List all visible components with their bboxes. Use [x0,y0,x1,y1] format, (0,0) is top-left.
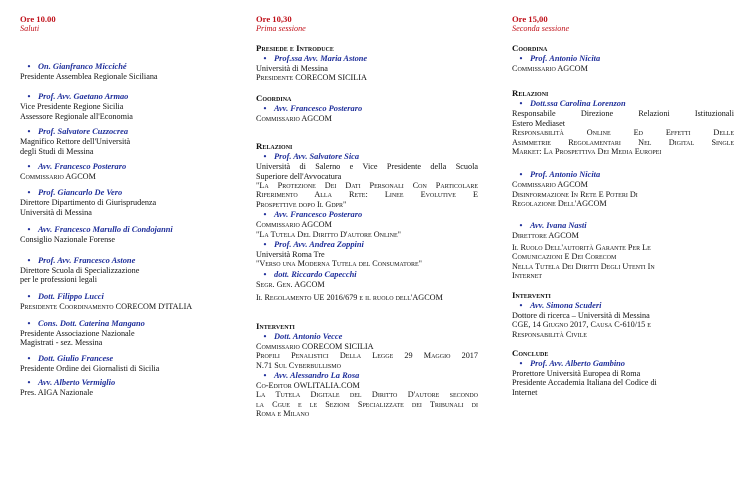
section-heading: Relazioni [512,88,549,99]
speaker-name: Avv. Francesco Marullo di Condojanni [38,225,173,235]
speaker-role: Segr. Gen. AGCOM [256,279,325,289]
bullet-icon: • [27,378,31,388]
speaker-name: Dott. Filippo Lucci [38,292,104,302]
speaker-entry [256,152,478,209]
speaker-role: Prorettore Università Europea di Roma [512,368,641,378]
speaker-name: Prof.ssa Avv. Maria Astone [274,54,368,63]
speaker-name: On. Gianfranco Micciché [38,62,127,71]
column-seconda-sessione [512,14,734,397]
talk-title: Responsabilità Online Ed Effetti Delle [512,128,734,138]
speaker-entry [20,92,238,121]
speaker-name: Prof. Avv. Francesco Astone [38,255,136,265]
speaker-name: Dott. Giulio Francese [38,353,114,363]
speaker-name: Prof. Salvatore Cuzzocrea [38,127,129,137]
speaker-role: Università di Salerno e Vice Presidente della Scuola [256,162,478,172]
speaker-role: per le professioni legali [20,275,98,285]
talk-title: Riferimento Alla Rete: Linee Evolutive E [256,190,478,200]
bullet-icon: • [263,240,267,250]
speaker-name: Prof. Avv. Alberto Gambino [530,358,625,368]
section-heading: Relazioni [256,141,293,152]
speaker-entry [20,354,238,373]
bullet-icon: • [519,99,523,109]
speaker-entry [256,210,478,239]
speaker-entry [256,270,478,303]
speaker-name: Prof. Antonio Nicita [530,54,601,63]
speaker-name: Avv. Francesco Posteraro [38,162,127,172]
bullet-icon: • [27,225,31,235]
speaker-role: Università di Messina [20,207,92,217]
speaker-name: Prof. Avv. Andrea Zoppini [274,240,364,250]
speaker-entry [512,99,734,156]
speaker-role: Superiore dell'Avvocatura [256,171,342,181]
speaker-name: Avv. Alessandro La Rosa [274,370,360,380]
talk-title: N.71 Sul Cyberbullismo [256,360,341,370]
speaker-name: Avv. Ivana Nasti [530,220,587,230]
bullet-icon: • [263,331,267,341]
section-heading: Conclude [512,347,549,358]
talk-title: Prospettive dopo Il Gdpr" [256,199,347,209]
speaker-role: Presidente Accademia Italiana del Codice di [512,378,657,388]
bullet-icon: • [27,188,31,198]
speaker-role: Dottore di ricerca – Università di Messina [512,310,650,320]
speaker-entry [20,127,238,156]
speaker-entry [20,378,238,397]
speaker-role: Commissario AGCOM [512,64,588,73]
bullet-icon: • [519,170,523,180]
talk-title: Asimmetrie Regolamentari Nel Digital Single [512,137,734,147]
speaker-role: Commissario AGCOM [256,113,332,123]
talk-title: la Cgue e le Sezioni Specializzate dei Tribunali di [256,399,478,409]
speaker-name: Dott. Antonio Vecce [274,331,343,341]
talk-title: Il Ruolo Dell'autorità Garante Per Le [512,243,651,253]
talk-title: Profili Penalistici Della Legge 29 Maggio 2017 [256,351,478,361]
speaker-name: Avv. Simona Scuderi [530,300,602,310]
session-time: Ore 15,00 [512,14,548,24]
speaker-role: Università di Messina [256,64,328,73]
speaker-role: Commissario AGCOM [256,220,332,230]
speaker-entry [20,256,238,285]
speaker-name: dott. Riccardo Capecchi [274,269,357,279]
speaker-role: Commissario CORECOM SICILIA [256,341,374,351]
speaker-role: Co-Editor OWLITALIA.COM [256,380,360,390]
talk-title: La Tutela Digitale del Diritto D'autore secondo [256,390,478,400]
speaker-role: Presidente Associazione Nazionale [20,328,135,338]
bullet-icon: • [263,210,267,220]
speaker-role: Magistrati - sez. Messina [20,338,103,348]
speaker-name: Prof. Avv. Salvatore Sica [274,152,360,162]
talk-title: Comunicazioni E Dei Corecom [512,252,617,262]
session-time: Ore 10.00 [20,14,56,24]
speaker-role: Estero Mediaset [512,118,565,128]
talk-title: Responsabilità Civile [512,329,587,339]
bullet-icon: • [27,62,31,71]
speaker-entry [20,292,238,311]
speaker-name: Prof. Giancarlo De Vero [38,188,123,198]
bullet-icon: • [263,54,267,63]
speaker-entry [20,225,238,244]
speaker-role: Consiglio Nazionale Forense [20,235,116,245]
talk-title: Il Regolamento UE 2016/679 e il ruolo dell'AGCOM [256,293,443,303]
bullet-icon: • [519,54,523,63]
speaker-entry [256,240,478,269]
bullet-icon: • [27,162,31,172]
speaker-name: Prof. Antonio Nicita [530,170,601,180]
speaker-entry [512,54,734,73]
speaker-name: Prof. Avv. Gaetano Armao [38,92,129,102]
talk-title: CGE, 14 Giugno 2017, Causa C-610/15 e [512,320,651,330]
bullet-icon: • [27,92,31,102]
speaker-entry [256,54,478,83]
column-saluti [20,14,238,398]
speaker-entry [20,188,238,217]
speaker-role: Vice Presidente Regione Sicilia [20,102,124,112]
speaker-entry [20,162,238,181]
session-time: Ore 10,30 [256,14,292,24]
speaker-name: Avv. Alberto Vermiglio [38,378,116,388]
talk-title: "La Tutela Del Diritto D'autore Online" [256,229,401,239]
speaker-role: Presidente Ordine dei Giornalisti di Sicilia [20,363,160,373]
bullet-icon: • [27,255,31,265]
bullet-icon: • [263,370,267,380]
bullet-icon: • [263,152,267,162]
talk-title: Market: La Prospettiva Dei Media Europei [512,147,662,157]
speaker-role: Direttore Dipartimento di Giurisprudenza [20,198,157,208]
bullet-icon: • [519,300,523,310]
bullet-icon: • [27,353,31,363]
speaker-role: Presidente Assemblea Regionale Siciliana [20,72,158,81]
talk-title: "La Protezione Dei Dati Personali Con Particolare [256,181,478,191]
speaker-role: Presidente Coordinamento CORECOM D'ITALIA [20,302,193,312]
bullet-icon: • [27,318,31,328]
speaker-role: Assessore Regionale all'Economia [20,111,133,121]
section-heading: Coordina [512,43,548,53]
speaker-entry [20,62,238,81]
talk-title: Disinformazione In Rete E Poteri Di [512,189,638,199]
speaker-role: Direttore AGCOM [512,230,579,240]
section-heading: Presiede e Introduce [256,43,334,53]
section-heading: Interventi [256,320,295,331]
talk-title: Roma e Milano [256,409,310,419]
speaker-entry [256,332,478,370]
speaker-role: degli Studi di Messina [20,146,94,156]
talk-title: Nella Tutela Dei Diritti Degli Utenti In [512,261,655,271]
speaker-entry [512,359,734,397]
bullet-icon: • [263,103,267,113]
section-heading: Coordina [256,92,292,103]
speaker-name: Dott.ssa Carolina Lorenzon [530,99,626,109]
speaker-role: Presidente CORECOM SICILIA [256,73,367,83]
bullet-icon: • [263,269,267,279]
talk-title: "Verso una Moderna Tutela del Consumatore" [256,259,422,269]
bullet-icon: • [519,220,523,230]
speaker-role: Magnifico Rettore dell'Università [20,137,131,147]
speaker-name: Avv. Francesco Posteraro [274,210,363,220]
speaker-name: Avv. Francesco Posteraro [274,103,363,113]
speaker-entry [256,371,478,419]
section-heading: Interventi [512,289,551,300]
speaker-role: Responsabile Direzione Relazioni Istituzionali [512,109,734,119]
session-title: Seconda sessione [512,24,570,33]
bullet-icon: • [27,292,31,302]
speaker-role: Commissario AGCOM [20,172,96,182]
bullet-icon: • [519,358,523,368]
speaker-entry [256,104,478,123]
talk-title: Internet [512,271,543,281]
speaker-entry [512,221,734,281]
speaker-role: Università Roma Tre [256,250,325,260]
speaker-entry [512,301,734,339]
speaker-role: Pres. AIGA Nazionale [20,388,93,398]
speaker-entry [512,170,734,208]
speaker-entry [20,319,238,348]
session-title: Saluti [20,24,40,33]
speaker-role: Commissario AGCOM [512,180,588,190]
talk-title: Regolazione Dell'AGCOM [512,199,607,209]
speaker-name: Cons. Dott. Caterina Mangano [38,318,145,328]
column-prima-sessione [256,14,478,419]
session-title: Prima sessione [256,24,306,33]
bullet-icon: • [27,127,31,137]
speaker-role: Direttore Scuola di Specializzazione [20,265,140,275]
speaker-role: Internet [512,387,538,397]
